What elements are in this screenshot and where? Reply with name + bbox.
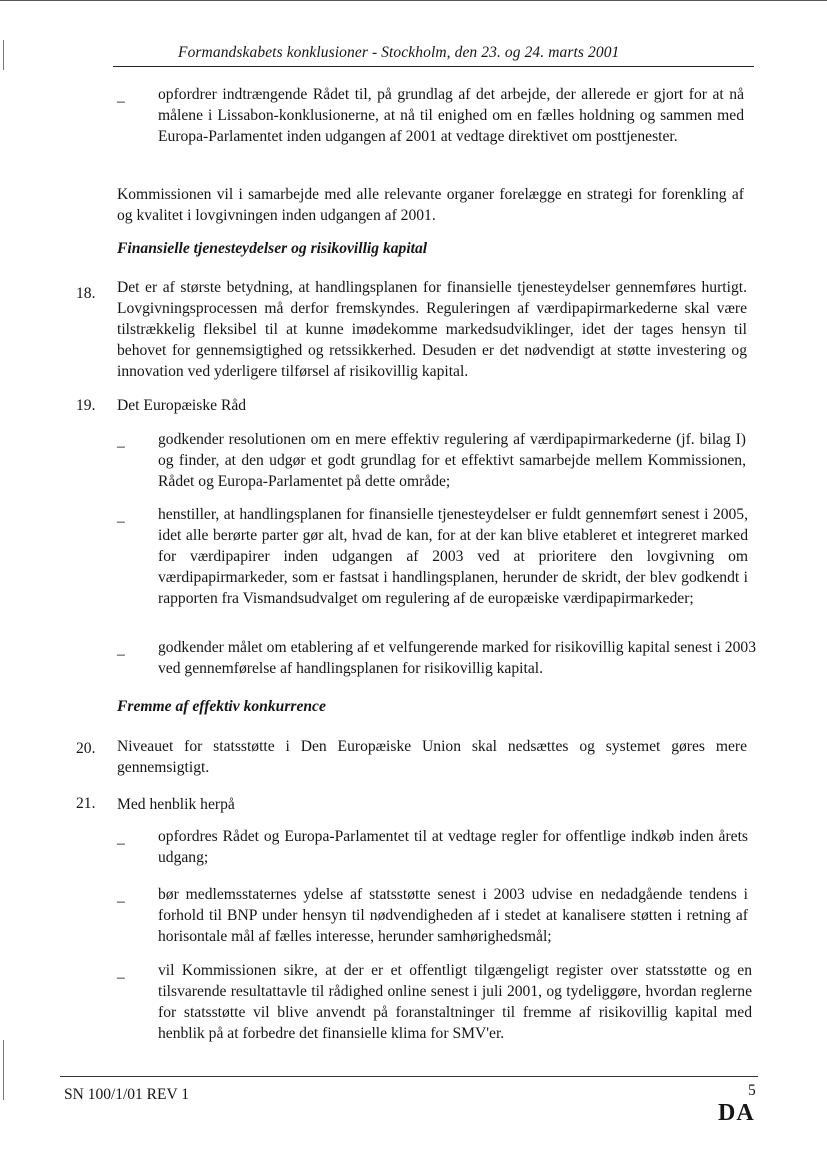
section-heading: Fremme af effektiv konkurrence — [117, 698, 326, 715]
bullet-text: godkender resolutionen om en mere effektiv regulering af værdipapirmarkederne (jf. bilag I) og finder, at den udgør et godt grundlag for et effektivt samarbejde mellem Kommissionen, Rådet og Europa-Parlamentet på dette område; — [158, 431, 746, 490]
paragraph: Det Europæiske Råd — [117, 397, 247, 414]
footer-rule — [60, 1076, 758, 1077]
paragraph-number: 19. — [76, 397, 96, 414]
document-reference: SN 100/1/01 REV 1 — [64, 1086, 190, 1103]
bullet-text: bør medlemsstaternes ydelse af statsstøtte senest i 2003 udvise en nedadgående tendens i forhold til BNP under hensyn til nødvendigheden af i stedet at kanalisere støtten i retning af horisontale mål af fælles interesse, herunder samhørighedsmål; — [158, 886, 748, 945]
paragraph-number: 20. — [76, 740, 96, 757]
bullet-text: opfordres Rådet og Europa-Parlamentet til at vedtage regler for offentlige indkøb inden årets udgang; — [158, 828, 748, 866]
bullet-text: godkender målet om etablering af et velfungerende marked for risikovillig kapital senest i 2003 ved gennemførelse af handlingsplanen for risikovillig kapital. — [158, 639, 756, 677]
bullet-dash: – — [117, 835, 125, 852]
section-heading: Finansielle tjenesteydelser og risikovillig kapital — [117, 240, 428, 257]
scan-top-edge — [0, 0, 827, 1]
bullet-dash: – — [117, 893, 125, 910]
bullet-dash: – — [117, 438, 125, 455]
bullet-dash: – — [117, 513, 125, 530]
bullet-text: henstiller, at handlingsplanen for finansielle tjenesteydelser er fuldt gennemført senest i 2005, idet alle berørte parter gør alt, hvad de kan, for at der kan blive etableret et integreret marked for værdipapirer inden udgangen af 2003 ved at prioritere den lovgivning om værdipapirmarkeder, som er fastsat i handlingsplanen, herunder de skridt, der blev godkendt i rapporten fra Vismandsudvalget om regulering af de europæiske værdipapirmarkeder; — [158, 506, 748, 607]
bullet-dash: – — [117, 93, 125, 110]
page-header: Formandskabets konklusioner - Stockholm, den 23. og 24. marts 2001 — [178, 44, 620, 61]
paragraph: Niveauet for statsstøtte i Den Europæiske Union skal nedsættes og systemet gøres mere gennemsigtigt. — [117, 738, 747, 776]
language-code: DA — [718, 1100, 755, 1126]
paragraph: Det er af største betydning, at handlingsplanen for finansielle tjenesteydelser gennemføres hurtigt. Lovgivningsprocessen må derfor fremskyndes. Reguleringen af værdipapirmarkederne skal være tilstrækkelig fleksibel til at kunne imødekomme markedsudviklinger, idet der tages hensyn til behovet for gennemsigtighed og retssikkerhed. Desuden er det nødvendigt at støtte investering og innovation ved yderligere tilførsel af risikovillig kapital. — [117, 279, 747, 380]
bullet-text: opfordrer indtrængende Rådet til, på grundlag af det arbejde, der allerede er gjort for at nå målene i Lissabon-konklusionerne, at nå til enighed om en fælles holdning og sammen med Europa-Parlamentet inden udgangen af 2001 at vedtage direktivet om posttjenester. — [158, 86, 744, 145]
paragraph: Med henblik herpå — [117, 796, 235, 813]
paragraph: Kommissionen vil i samarbejde med alle relevante organer forelægge en strategi for forenkling af og kvalitet i lovgivningen inden udgangen af 2001. — [117, 186, 744, 224]
paragraph-number: 18. — [76, 285, 96, 302]
paragraph-number: 21. — [76, 795, 96, 812]
scan-margin-mark — [3, 1040, 4, 1100]
scan-margin-mark — [3, 40, 4, 70]
header-rule — [113, 66, 754, 67]
page-number: 5 — [748, 1082, 756, 1099]
bullet-dash: – — [117, 646, 125, 663]
bullet-dash: – — [117, 969, 125, 986]
bullet-text: vil Kommissionen sikre, at der er et offentligt tilgængeligt register over statsstøtte og en tilsvarende resultattavle til rådighed online senest i juli 2001, og tydeliggøre, hvordan reglerne for statsstøtte vil blive anvendt på foranstaltninger til fremme af risikovillig kapital med henblik på at forbedre det finansielle klima for SMV'er. — [158, 962, 752, 1042]
